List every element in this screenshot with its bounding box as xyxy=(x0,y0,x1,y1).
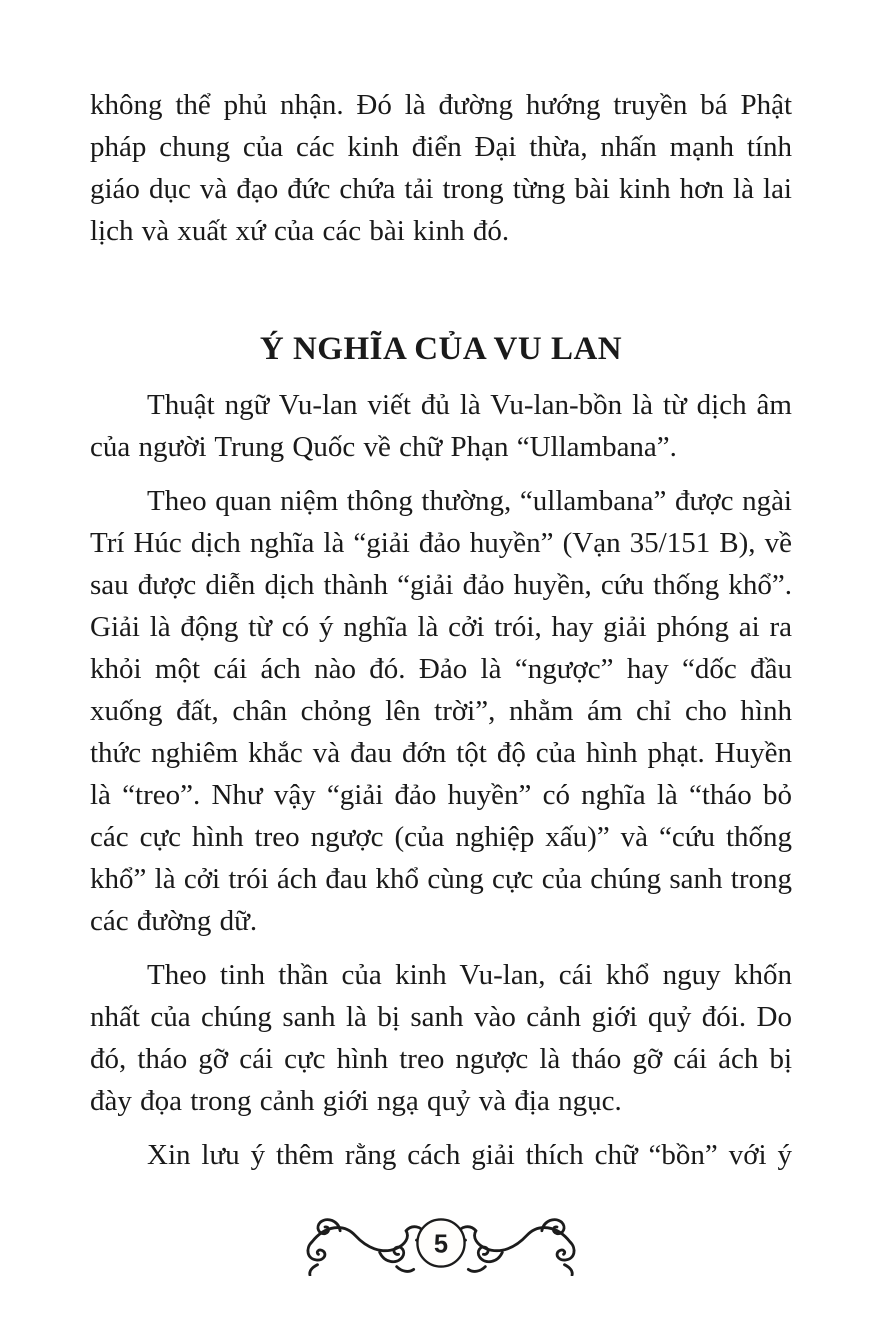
paragraph: Theo tinh thần của kinh Vu-lan, cái khổ nguy khốn nhất của chúng sanh là bị sanh vào cảnh giới quỷ đói. Do đó, tháo gỡ cái cực hình treo ngược là tháo gỡ cái ách bị đày đọa trong cảnh giới ngạ quỷ và địa ngục. xyxy=(90,959,792,1117)
paragraph-continuation: không thể phủ nhận. Đó là đường hướng truyền bá Phật pháp chung của các kinh điển Đại thừa, nhấn mạnh tính giáo dục và đạo đức chứa tải trong từng bài kinh hơn là lai lịch và xuất xứ của các bài kinh đó. xyxy=(90,89,792,247)
paragraph: Thuật ngữ Vu-lan viết đủ là Vu-lan-bồn là từ dịch âm của người Trung Quốc về chữ Phạn “Ullambana”. xyxy=(90,389,792,463)
paragraph: Theo quan niệm thông thường, “ullambana” được ngài Trí Húc dịch nghĩa là “giải đảo huyền” (Vạn 35/151 B), về sau được diễn dịch thành “giải đảo huyền, cứu thống khổ”. Giải là động từ có ý nghĩa là cởi trói, hay giải phóng ai ra khỏi một cái ách nào đó. Đảo là “ngược” hay “dốc đầu xuống đất, chân chỏng lên trời”, nhằm ám chỉ cho hình thức nghiêm khắc và đau đớn tột độ của hình phạt. Huyền là “treo”. Như vậy “giải đảo huyền” có nghĩa là “tháo bỏ các cực hình treo ngược (của nghiệp xấu)” và “cứu thống khổ” là cởi trói ách đau khổ cùng cực của chúng sanh trong các đường dữ. xyxy=(90,485,792,937)
page-footer xyxy=(90,1210,792,1276)
footer-ornament xyxy=(296,1210,586,1276)
page-number: 5 xyxy=(433,1230,449,1259)
flourish-right xyxy=(458,1220,574,1275)
page-body xyxy=(90,84,792,1176)
section-heading: Ý NGHĨA CỦA VU LAN xyxy=(259,331,623,367)
flourish-left xyxy=(308,1220,424,1275)
paragraph: Xin lưu ý thêm rằng cách giải thích chữ “bồn” với ý xyxy=(147,1139,792,1171)
